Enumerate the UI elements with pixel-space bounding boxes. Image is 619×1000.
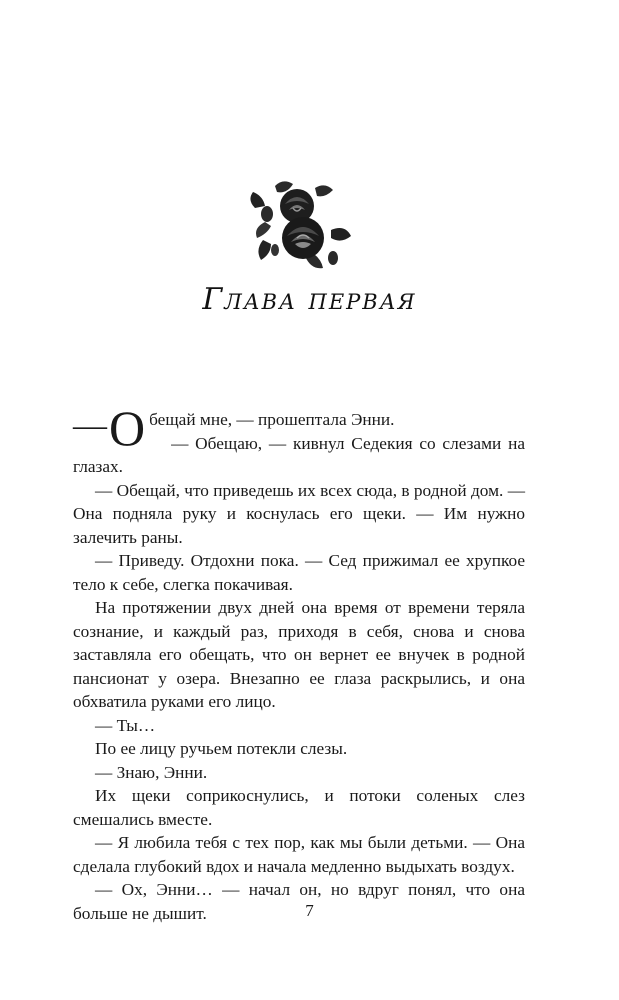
page-number: 7 — [305, 901, 314, 920]
paragraph: — Ты… — [95, 715, 156, 735]
paragraph: — Приведу. Отдохни пока. — Сед прижимал ее хрупкое тело к себе, слегка покачивая. — [73, 551, 525, 594]
drop-cap-letter: О — [109, 400, 146, 456]
drop-cap — [73, 400, 146, 456]
paragraph: Их щеки соприкоснулись, и потоки соленых слез смешались вместе. — [73, 786, 525, 829]
paragraph: — Обещаю, — кивнул Седекия со слезами на глазах. — [73, 433, 525, 476]
paragraph: — Обещай, что приведешь их всех сюда, в родной дом. — Она подняла руку и коснулась его щеки. — Им нужно залечить раны. — [73, 480, 525, 547]
paragraph: — Я любила тебя с тех пор, как мы были детьми. — Она сделала глубокий вдох и начала медленно выдыхать воздух. — [73, 833, 525, 876]
paragraph: — Ох, Энни… — начал он, но вдруг понял, что она больше не дышит. — [73, 880, 525, 923]
drop-cap-dash: — — [73, 407, 107, 444]
paragraph: По ее лицу ручьем потекли слезы. — [95, 739, 348, 758]
rose-icon — [245, 178, 355, 273]
paragraph: — Знаю, Энни. — [95, 762, 208, 782]
paragraph: На протяжении двух дней она время от времени теряла сознание, и каждый раз, приходя в себя, снова и снова заставляла его обещать, что он вернет ее внучек в родной пансионат у озера. Внезапно ее глаза раскрылись, и она обхватила руками его лицо. — [73, 598, 525, 711]
chapter-title: Глава первая — [202, 282, 417, 317]
paragraph-text: бещай мне, — прошептала Энни. — [149, 410, 395, 429]
chapter-body — [73, 400, 525, 925]
